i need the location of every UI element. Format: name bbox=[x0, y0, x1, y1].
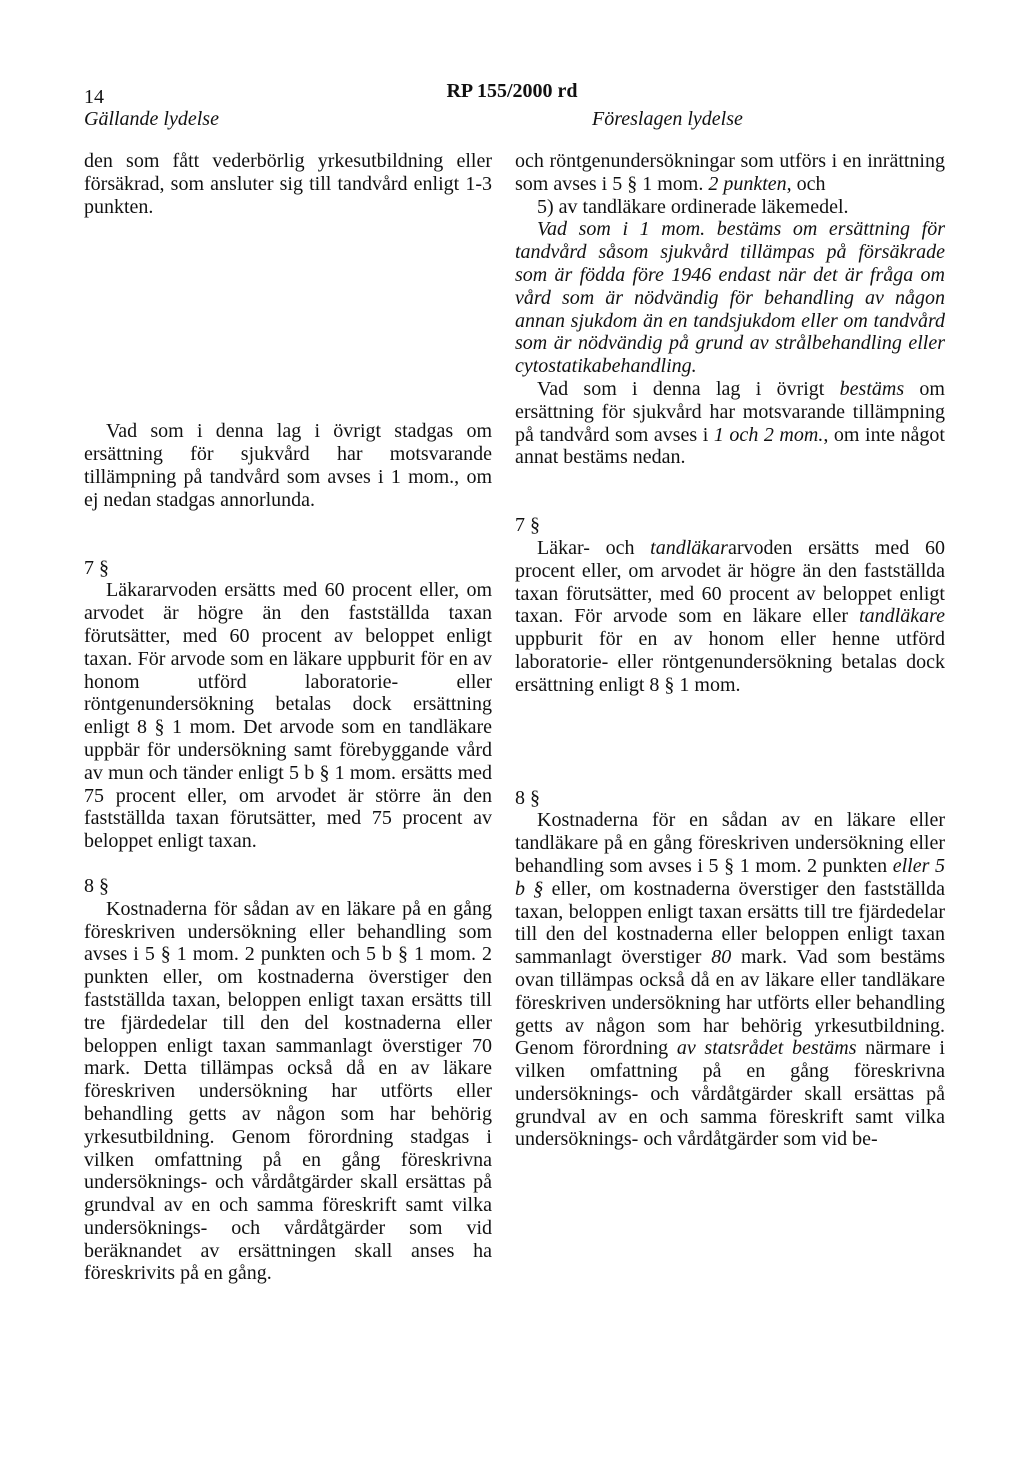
right-section-8-text bbox=[515, 809, 945, 1151]
left-paragraph-1: den som fått vederbörlig yrkesutbildning eller försäkrad, som ansluter sig till tandvård enligt 1-3 punkten. bbox=[84, 150, 492, 218]
right-p1-text-c: , och bbox=[786, 172, 826, 195]
right-s8-text-a: Kostnaderna för en sådan av en läkare eller tandläkare på en gång föreskriven undersökning eller behandling som avses i 5 § 1 mom. 2 punkten bbox=[515, 809, 945, 877]
right-section-8-heading: 8 § bbox=[515, 786, 540, 809]
right-s8-emphasis-d: 80 bbox=[711, 946, 732, 969]
right-p4-emphasis-d: 1 och 2 mom. bbox=[713, 423, 824, 446]
right-p3-emphasis: Vad som i 1 mom. bestäms om ersättning för tandvård såsom sjukvård tillämpas på försäkrade som är födda före 1946 endast när det är fråga om vård som är nödvändig för behandling av någon annan sjukdom än en tandsjukdom eller om tandvård som är nödvändig på grund av strålbehandling eller cytostatikabehandling. bbox=[515, 218, 945, 378]
left-paragraph-2: Vad som i denna lag i övrigt stadgas om ersättning för sjukvård har motsvarande tillämpning på tandvård som avses i 1 mom., om ej nedan stadgas annorlunda. bbox=[84, 420, 492, 511]
right-s8-text-g: närmare i vilken omfattning på en gång föreskrivna undersöknings- och vårdåtgärder skall ersättas på grundval av en och samma föreskrift samt vilka undersöknings- och vårdåtgärder som vid be- bbox=[515, 1037, 945, 1151]
left-section-7-heading: 7 § bbox=[84, 556, 109, 579]
right-paragraph-4 bbox=[515, 378, 945, 469]
right-p1-emphasis: 2 punkten bbox=[708, 172, 787, 195]
right-s7-text-e: uppburit för en av honom eller henne utförd laboratorie- eller röntgenundersökning betalas dock ersättning enligt 8 § 1 mom. bbox=[515, 628, 945, 696]
left-section-8-heading: 8 § bbox=[84, 874, 109, 897]
left-section-8-text: Kostnaderna för sådan av en läkare på en gång föreskriven undersökning eller behandling som avses i 5 § 1 mom. 2 punkten och 5 b § 1 mom. 2 punkten eller, om kostnaderna överstiger den fastställda taxan, beloppen enligt taxan ersätts till tre fjärdedelar till den del kostnaderna eller beloppen enligt taxan sammanlagt överstiger 70 mark. Detta tillämpas också då en av läkare föreskriven undersökning har utförts eller behandling getts av någon som har behörig yrkesutbildning. Genom förordning stadgas i vilken omfattning på en gång föreskrivna undersöknings- och vårdåtgärder skall ersättas på grundval av en och samma föreskrift samt vilka undersöknings- och vårdåtgärder som vid beräknandet av ersättningen skall anses ha föreskrivits på en gång. bbox=[84, 897, 492, 1285]
right-p4-text-c: om ersättning för sjukvård har motsvarande tillämpning på tandvård som avses i bbox=[515, 377, 945, 446]
right-p4-text-e: , om inte något annat bestäms nedan. bbox=[515, 423, 945, 469]
current-wording-heading: Gällande lydelse bbox=[84, 108, 219, 130]
page-number: 14 bbox=[84, 86, 104, 108]
right-paragraph-1 bbox=[515, 150, 945, 196]
right-paragraph-3 bbox=[515, 218, 945, 378]
proposed-wording-heading: Föreslagen lydelse bbox=[592, 108, 743, 130]
right-paragraph-2: 5) av tandläkare ordinerade läkemedel. bbox=[537, 195, 849, 218]
right-s7-emphasis-d: tandläkare bbox=[859, 605, 945, 628]
right-s7-text-a: Läkar- och bbox=[537, 536, 651, 559]
right-s8-emphasis-f: av statsrådet bestäms bbox=[676, 1037, 857, 1060]
right-section-7-heading: 7 § bbox=[515, 514, 540, 537]
current-wording-column bbox=[84, 150, 492, 1285]
document-id: RP 155/2000 rd bbox=[446, 80, 578, 102]
right-s7-text-c: arvoden ersätts med 60 procent eller, om arvodet är högre än den fastställda taxan förutsätter, med 60 procent av beloppet enligt taxan. För arvode som en läkare eller bbox=[515, 536, 945, 628]
right-s8-text-e: mark. Vad som bestäms ovan tillämpas också då en av läkare eller tandläkare föreskriven undersökning har utförts eller behandling getts av någon som har behörig yrkesutbildning. Genom förordning bbox=[515, 946, 945, 1060]
right-p1-text-a: och röntgenundersökningar som utförs i en inrättning som avses i 5 § 1 mom. bbox=[515, 150, 945, 195]
right-s8-emphasis-b: eller 5 b § bbox=[515, 854, 945, 900]
left-section-7-text: Läkararvoden ersätts med 60 procent eller, om arvodet är högre än den fastställda taxan förutsätter, med 60 procent av beloppet enligt taxan. För arvode som en läkare uppburit för en av honom utförd laboratorie- eller röntgenundersökning betalas dock ersättning enligt 8 § 1 mom. Det arvode som en tandläkare uppbär för undersökning samt förebyggande vård av mun och tänder enligt 5 b § 1 mom. ersätts med 75 procent eller, om arvodet är större än den fastställda taxan förutsätter, med 75 procent av beloppet enligt taxan. bbox=[84, 579, 492, 853]
right-p4-emphasis-b: bestäms bbox=[839, 377, 905, 400]
proposed-wording-column bbox=[515, 150, 945, 1151]
right-p4-text-a: Vad som i denna lag i övrigt bbox=[537, 377, 840, 400]
right-s7-emphasis-b: tandläkar bbox=[650, 536, 728, 559]
right-s8-text-c: eller, om kostnaderna överstiger den fastställda taxan, beloppen enligt taxan ersätts till tre fjärdedelar till den del kostnaderna eller beloppen enligt taxan sammanlagt överstiger bbox=[515, 877, 945, 969]
right-section-7-text bbox=[515, 537, 945, 697]
